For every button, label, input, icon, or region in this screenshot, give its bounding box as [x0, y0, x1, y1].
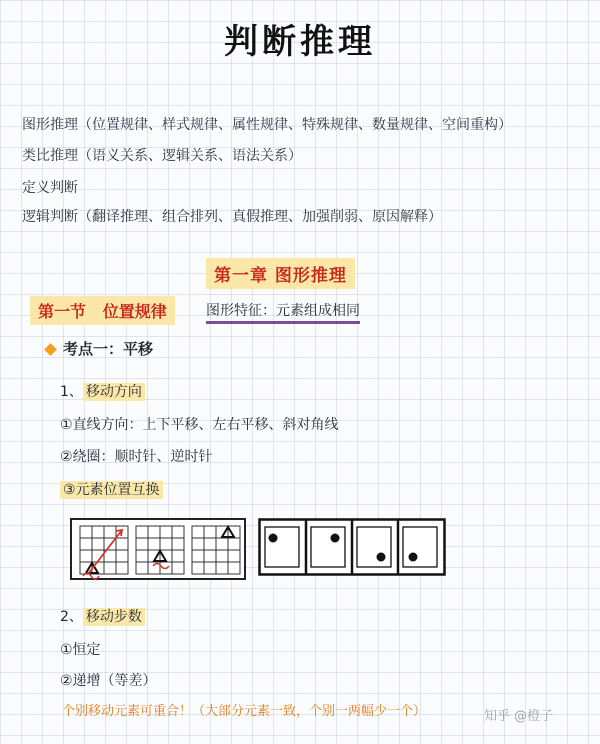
section-label: 第一节	[38, 302, 87, 321]
dot-1-icon	[269, 534, 278, 543]
direction-item-circle: ②绕圈：顺时针、逆时针	[60, 449, 213, 465]
page-title: 判断推理	[224, 22, 376, 62]
dot-3-icon	[377, 553, 386, 562]
graphic-feature: 图形特征：元素组成相同	[206, 300, 360, 324]
outline-logic-judgment: 逻辑判断（翻译推理、组合排列、真假推理、加强削弱、原因解释）	[22, 209, 442, 225]
outline-graphic-reasoning: 图形推理（位置规律、样式规律、属性规律、特殊规律、数量规律、空间重构）	[22, 117, 512, 133]
direction-item-swap	[60, 479, 163, 499]
diamond-bullet-icon	[44, 343, 57, 356]
heading-number: 2、	[60, 609, 83, 625]
grid-translation-diagram	[70, 518, 246, 580]
steps-item-increasing: ②递增（等差）	[60, 673, 157, 689]
section-heading	[30, 296, 175, 325]
swap-text: ③元素位置互换	[60, 481, 163, 499]
kaodian-heading	[46, 338, 153, 359]
move-direction-heading	[60, 381, 145, 401]
direction-item-linear: ①直线方向：上下平移、左右平移、斜对角线	[60, 417, 339, 433]
dot-swap-diagram	[258, 518, 446, 576]
chapter-heading: 第一章 图形推理	[206, 258, 355, 289]
dot-2-icon	[331, 534, 340, 543]
steps-item-constant: ①恒定	[60, 642, 101, 658]
heading-text: 移动步数	[83, 608, 145, 626]
outline-definition-judgment: 定义判断	[22, 180, 78, 196]
zhihu-watermark: 知乎 @橙子	[484, 709, 554, 724]
section-name: 位置规律	[102, 302, 167, 321]
outline-analogy-reasoning: 类比推理（语义关系、逻辑关系、语法关系）	[22, 148, 302, 164]
move-steps-heading	[60, 606, 145, 626]
heading-text: 移动方向	[83, 383, 145, 401]
dot-4-icon	[409, 553, 418, 562]
overlap-note: 个别移动元素可重合！（大部分元素一致，个别一两幅少一个）	[62, 704, 427, 719]
kaodian-text: 考点一：平移	[63, 340, 154, 358]
heading-number: 1、	[60, 384, 83, 400]
